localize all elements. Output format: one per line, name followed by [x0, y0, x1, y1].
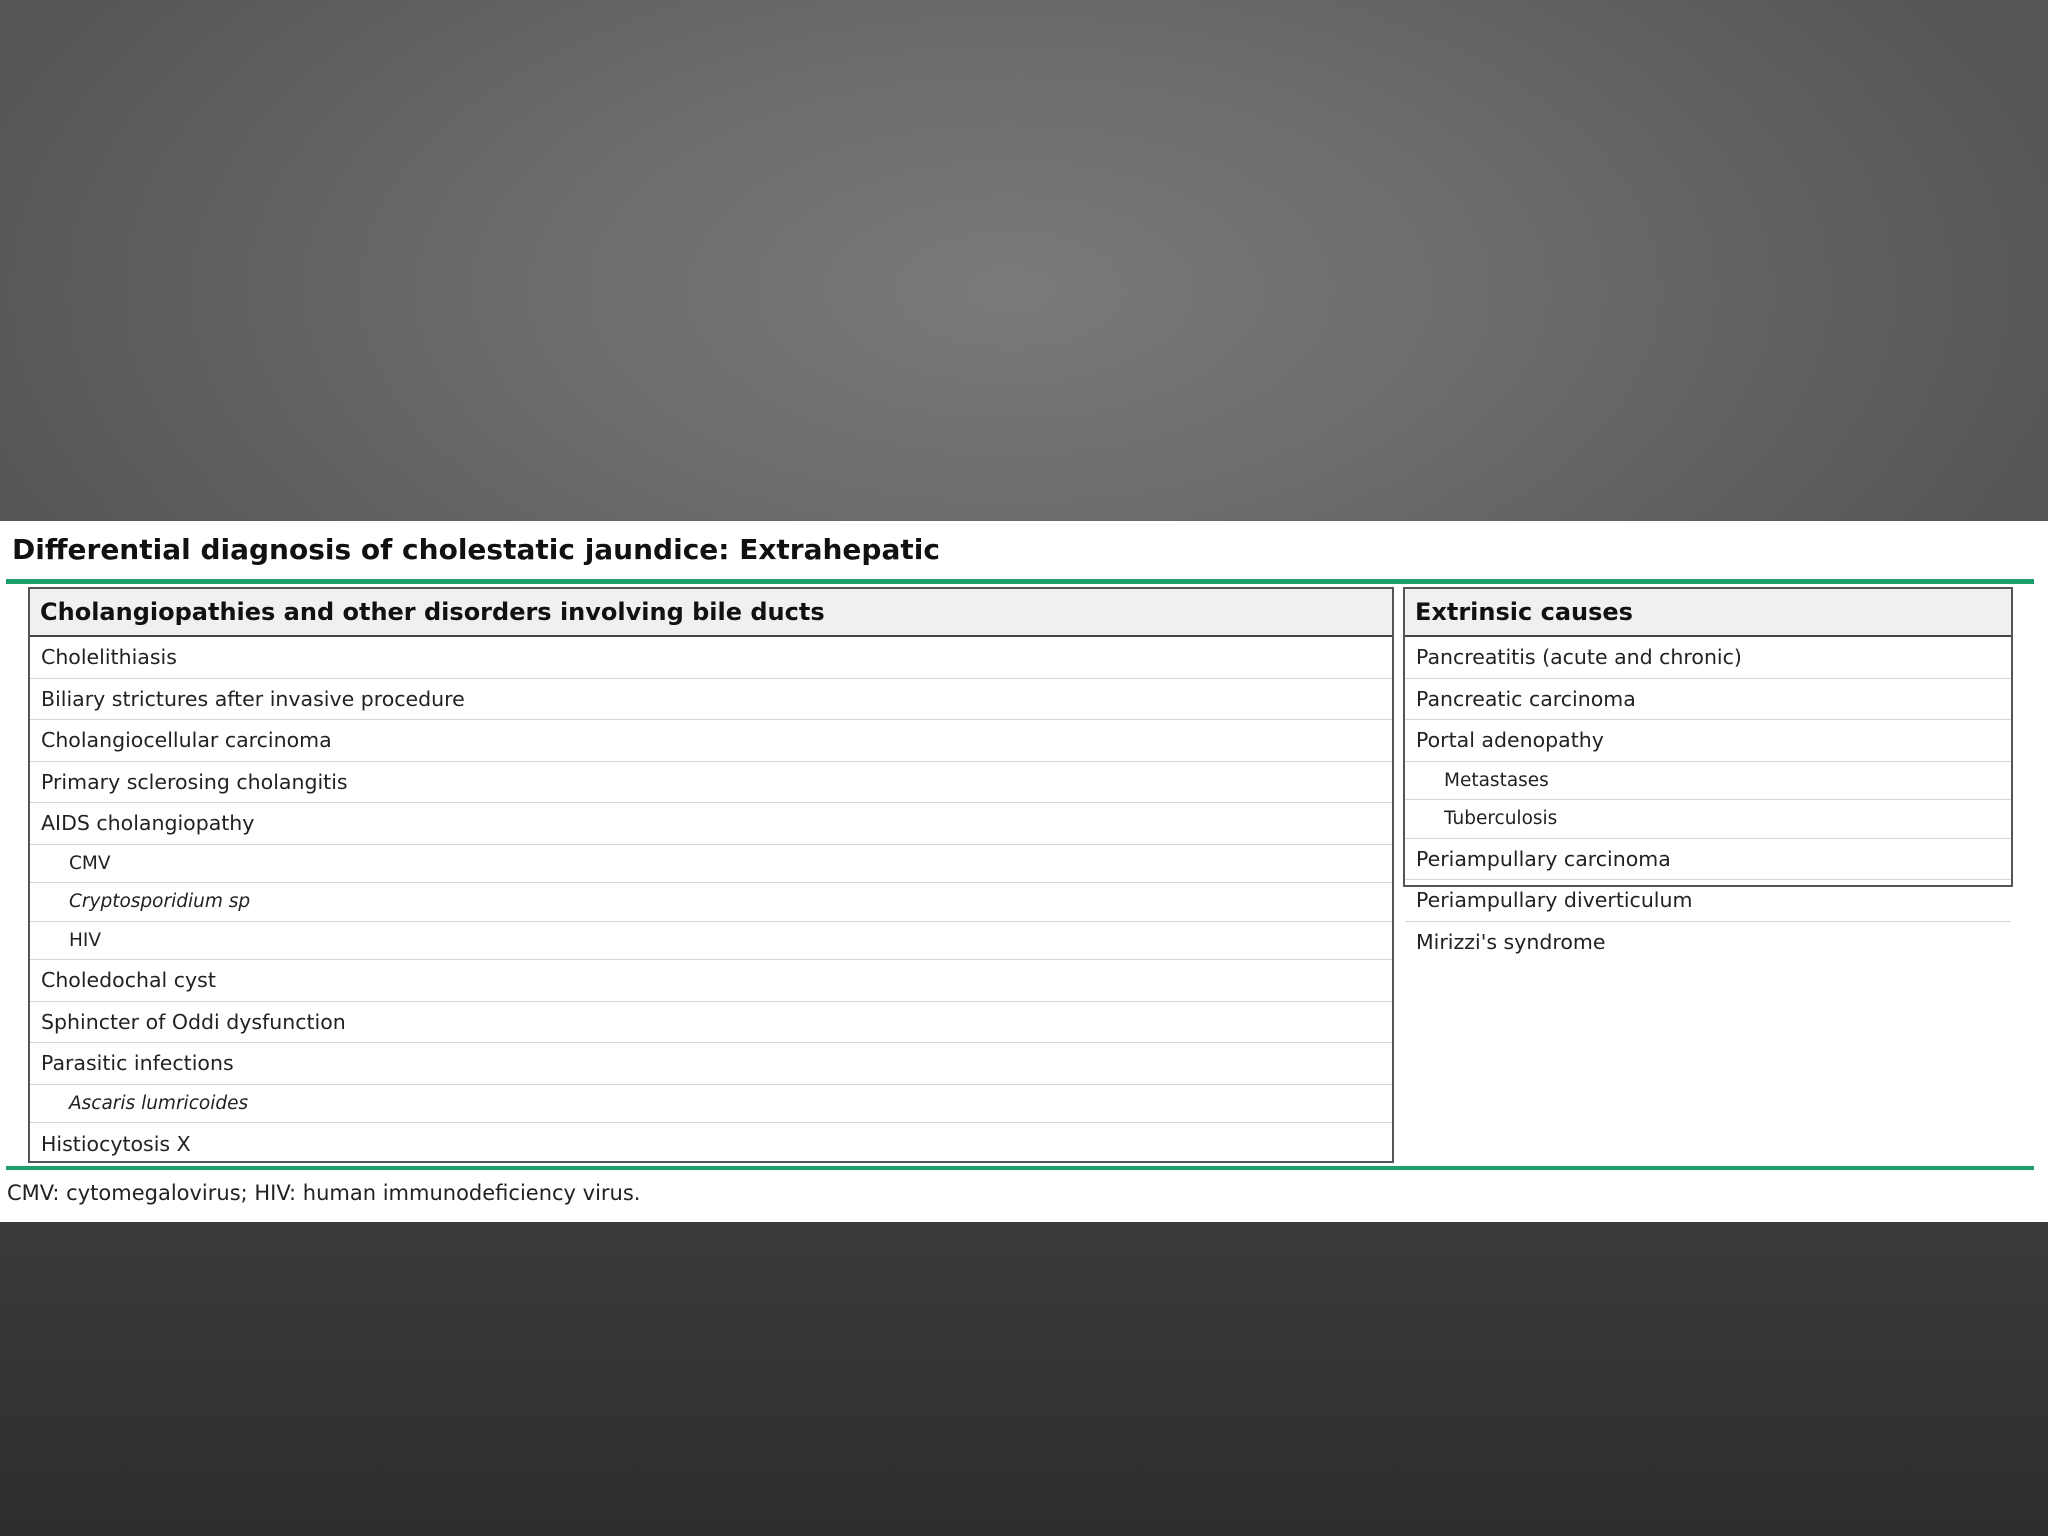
table-row: Sphincter of Oddi dysfunction: [30, 1002, 1392, 1044]
bottom-accent-divider: [6, 1166, 2034, 1170]
table-row: Pancreatic carcinoma: [1405, 679, 2011, 721]
table-row: Periampullary diverticulum: [1405, 880, 2011, 922]
table-row: Histiocytosis X: [41, 1131, 191, 1156]
table-row: Primary sclerosing cholangitis: [30, 762, 1392, 804]
table-row: Cholelithiasis: [30, 637, 1392, 679]
table-row: Portal adenopathy: [1405, 720, 2011, 762]
table-row: Periampullary carcinoma: [1405, 839, 2011, 881]
table-subrow: Tuberculosis: [1405, 800, 2011, 839]
table-subrow: CMV: [30, 845, 1392, 884]
extrinsic-causes-table-body: [1405, 637, 2011, 963]
top-accent-divider: [6, 579, 2034, 584]
table-row: Mirizzi's syndrome: [1416, 930, 1606, 955]
table-row: Pancreatitis (acute and chronic): [1405, 637, 2011, 679]
page-title: Differential diagnosis of cholestatic jaundice: Extrahepatic: [12, 533, 940, 566]
table-row: Biliary strictures after invasive procedure: [30, 679, 1392, 721]
footnote: CMV: cytomegalovirus; HIV: human immunodeficiency virus.: [7, 1181, 641, 1205]
cholangiopathies-table-body: [30, 637, 1392, 1165]
extrinsic-causes-table: [1403, 587, 2013, 955]
background-top: [0, 0, 2048, 521]
table-row: Cholangiocellular carcinoma: [30, 720, 1392, 762]
slide-content: [0, 521, 2048, 1222]
table-row: Choledochal cyst: [30, 960, 1392, 1002]
cholangiopathies-table-header: Cholangiopathies and other disorders involving bile ducts: [30, 589, 1392, 637]
table-row: AIDS cholangiopathy: [30, 803, 1392, 845]
background-bottom: [0, 1222, 2048, 1536]
table-subrow: Ascaris lumricoides: [30, 1085, 1392, 1124]
table-subrow: Cryptosporidium sp: [30, 883, 1392, 922]
extrinsic-causes-table-header: Extrinsic causes: [1405, 589, 2011, 637]
table-subrow: HIV: [30, 922, 1392, 961]
table-subrow: Metastases: [1405, 762, 2011, 801]
table-row: Parasitic infections: [30, 1043, 1392, 1085]
cholangiopathies-table: [28, 587, 1394, 1163]
